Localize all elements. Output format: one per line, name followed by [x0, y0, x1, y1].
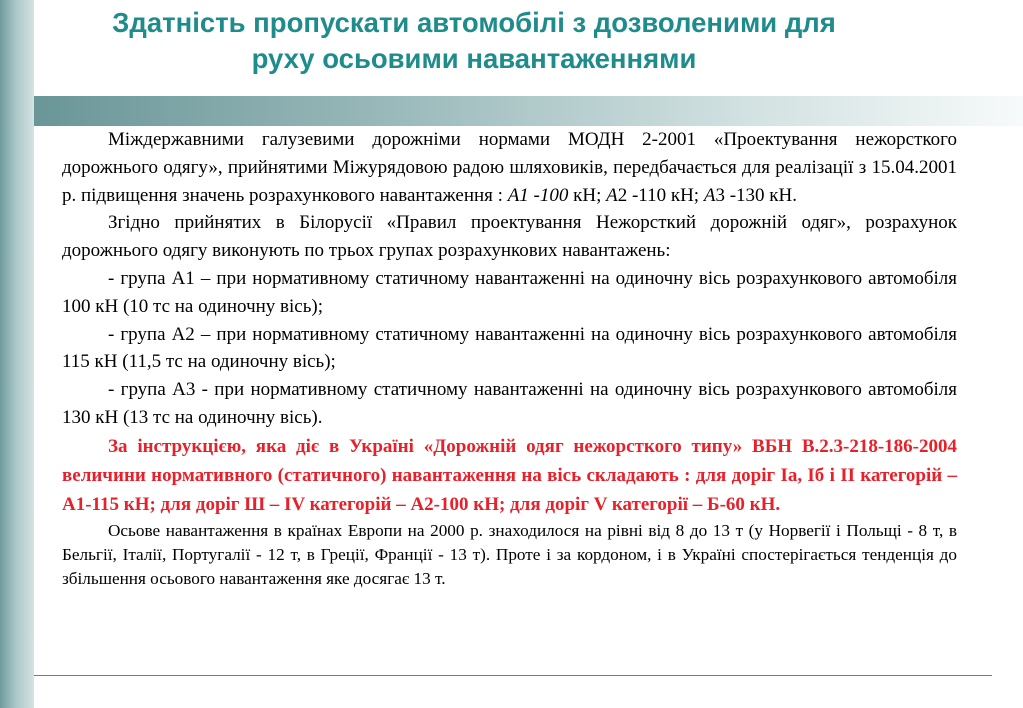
title-area	[34, 0, 1023, 96]
load-a2-value: 2 -110 кН;	[617, 184, 704, 206]
paragraph-modn-norms	[62, 126, 957, 209]
list-item-group-a2: - група А2 – при нормативному статичному навантаженні на одиночну вісь розрахункового автомобіля 115 кН (11,5 тс на одиночну вісь);	[62, 323, 957, 373]
list-item-group-a1: - група А1 – при нормативному статичному навантаженні на одиночну вісь розрахункового автомобіля 100 кН (10 тс на одиночну вісь);	[62, 267, 957, 317]
load-a2-letter: А	[606, 184, 618, 206]
slide-title-line-2: руху осьовими навантаженнями	[251, 43, 697, 74]
paragraph-belarus-rules: Згідно прийнятих в Білорусії «Правил проектування Нежорсткий дорожній одяг», розрахунок дорожнього одягу виконують по трьох групах розрахункових навантажень:	[62, 212, 957, 262]
slide-body	[62, 126, 957, 591]
load-a1-value: А1 -100	[507, 184, 569, 206]
paragraph-europe-axle-load: Осьове навантаження в країнах Европи на 2000 р. знаходилося на рівні від 8 до 13 т (у Норвегії і Польщі - 8 т, в Бельгії, Італії, Португалії - 12 т, в Греції, Франції - 13 т). Проте і за кордоном, і в Україні спостерігається тенденція до збільшення осьового навантаження яке досягає 13 т.	[62, 520, 957, 588]
list-item-group-a3: - група А3 - при нормативному статичному навантаженні на одиночну вісь розрахункового автомобіля 130 кН (13 тс на одиночну вісь).	[62, 379, 957, 428]
load-a3-value: 3 -130 кН.	[715, 184, 797, 206]
load-a3-letter: А	[703, 184, 716, 206]
slide-title	[34, 5, 914, 77]
paragraph-ukraine-instruction: За інструкцією, яка діє в Україні «Дорожній одяг нежорсткого типу» ВБН В.2.3-218-186-2004 величини нормативного (статичного) навантаження на вісь складають : для доріг Іа, Іб і ІІ категорій – А1-115 кН; для доріг Ш – IV категорій – А2-100 кН; для доріг V категорії – Б-60 кН.	[62, 435, 957, 515]
load-separator-1: кН;	[568, 184, 607, 206]
left-decorative-bar	[0, 0, 34, 708]
slide-title-line-1: Здатність пропускати автомобілі з дозволеними для	[112, 7, 836, 38]
decorative-gradient-band	[34, 96, 1023, 126]
paragraph-modn-text: Міждержавними галузевими дорожніми нормами МОДН 2-2001 «Проектування нежорсткого дорожнього одягу», прийнятими Міжурядовою радою шляховиків, передбачається для реалізації з 15.04.2001 р. підвищення значень розрахункового навантаження :	[62, 129, 957, 206]
bottom-divider	[34, 675, 992, 676]
